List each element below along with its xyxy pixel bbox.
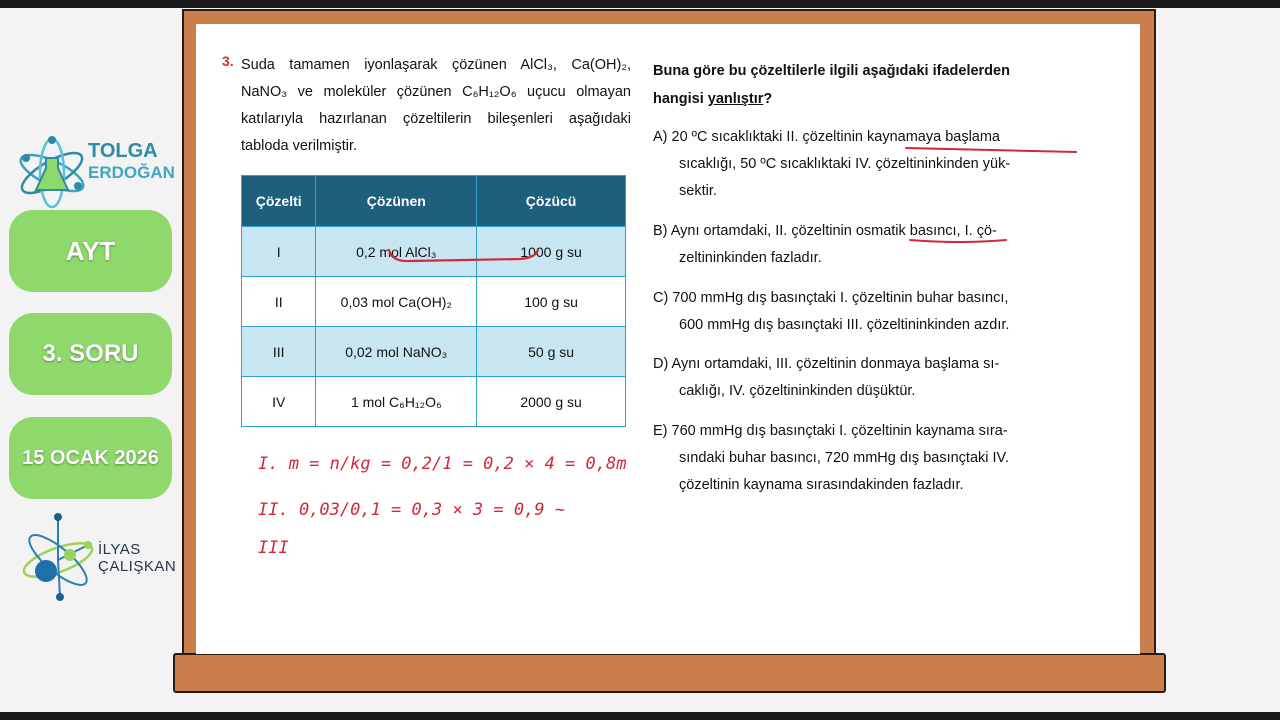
date-badge-label: 15 OCAK 2026 [22,446,159,469]
logo-top-line2: ERDOĞAN [88,163,175,182]
question-prompt [653,57,1063,113]
table-cell: 1 mol C₆H₁₂O₆ [316,377,477,427]
option-line: E) 760 mmHg dış basınçtaki I. çözeltinin kaynama sıra- [653,423,1008,439]
table-cell: 50 g su [477,327,626,377]
logo-bottom-text [98,541,176,575]
table-cell: I [242,227,316,277]
question-badge-label: 3. SORU [42,340,139,367]
logo-top-line1: TOLGA [88,140,158,162]
table-row [242,277,626,327]
table-header: Çözücü [477,176,626,227]
option-line: D) Aynı ortamdaki, III. çözeltinin donmaya başlama sı- [653,356,1000,372]
question-line: katılarıyla hazırlanan çözeltilerin bileşenleri aşağıdaki [241,111,631,127]
prompt-line1: Buna göre bu çözeltilerle ilgili aşağıdaki ifadelerden [653,63,1010,79]
table-cell: IV [242,377,316,427]
option-line: sektir. [679,183,717,199]
question-text [241,52,631,160]
table-cell: 0,03 mol Ca(OH)₂ [316,277,477,327]
option-line: A) 20 ºC sıcaklıktaki II. çözeltinin kaynamaya başlama [653,129,1000,145]
question-badge [9,313,172,395]
handwriting-line: I. m = n/kg = 0,2/1 = 0,2 × 4 = 0,8m [258,454,627,474]
exam-badge-label: AYT [65,235,116,266]
table-cell: 2000 g su [477,377,626,427]
table-cell: II [242,277,316,327]
question-line: NaNO₃ ve moleküler çözünen C₆H₁₂O₆ uçucu olmayan [241,84,631,100]
solutions-table [241,175,626,427]
handwriting-line: III [258,538,289,558]
option-line: B) Aynı ortamdaki, II. çözeltinin osmatik basıncı, I. çö- [653,223,997,239]
prompt-text: hangisi [653,91,708,107]
board-ledge [173,653,1166,693]
option-d[interactable] [653,351,1058,405]
option-a[interactable] [653,124,1058,205]
option-line: caklığı, IV. çözeltininkinden düşüktür. [679,383,916,399]
table-row [242,377,626,427]
table-cell: III [242,327,316,377]
question-number: 3. [222,53,234,69]
table-header-row [242,176,626,227]
table-header: Çözünen [316,176,477,227]
option-line: 600 mmHg dış basınçtaki III. çözeltininkinden azdır. [679,317,1010,333]
handwriting-line: II. 0,03/0,1 = 0,3 × 3 = 0,9 ~ [258,500,566,520]
table-row [242,227,626,277]
logo-top-text [88,140,175,184]
logo-bottom-line1: İLYAS [98,541,141,558]
table-cell: 100 g su [477,277,626,327]
option-line: sındaki buhar basıncı, 720 mmHg dış basınçtaki IV. [679,450,1009,466]
prompt-mark: ? [763,91,773,107]
option-b[interactable] [653,218,1058,272]
prompt-emphasis: yanlıştır [707,91,764,107]
table-cell: 1000 g su [477,227,626,277]
option-line: sıcaklığı, 50 ºC sıcaklıktaki IV. çözeltininkinden yük- [679,156,1011,172]
date-badge [9,417,172,499]
table-cell: 0,2 mol AlCl₃ [316,227,477,277]
question-line: Suda tamamen iyonlaşarak çözünen AlCl₃, Ca(OH)₂, [241,57,631,73]
option-line: C) 700 mmHg dış basınçtaki I. çözeltinin buhar basıncı, [653,290,1009,306]
option-e[interactable] [653,418,1058,499]
option-line: zeltininkinden fazladır. [679,250,822,266]
table-cell: 0,02 mol NaNO₃ [316,327,477,377]
question-line: tabloda verilmiştir. [241,138,358,154]
prompt-line2 [653,85,1063,113]
option-c[interactable] [653,285,1058,339]
exam-badge [9,210,172,292]
table-header: Çözelti [242,176,316,227]
option-line: çözeltinin kaynama sırasındakinden fazladır. [679,477,964,493]
table-row [242,327,626,377]
logo-bottom-line2: ÇALIŞKAN [98,558,177,575]
